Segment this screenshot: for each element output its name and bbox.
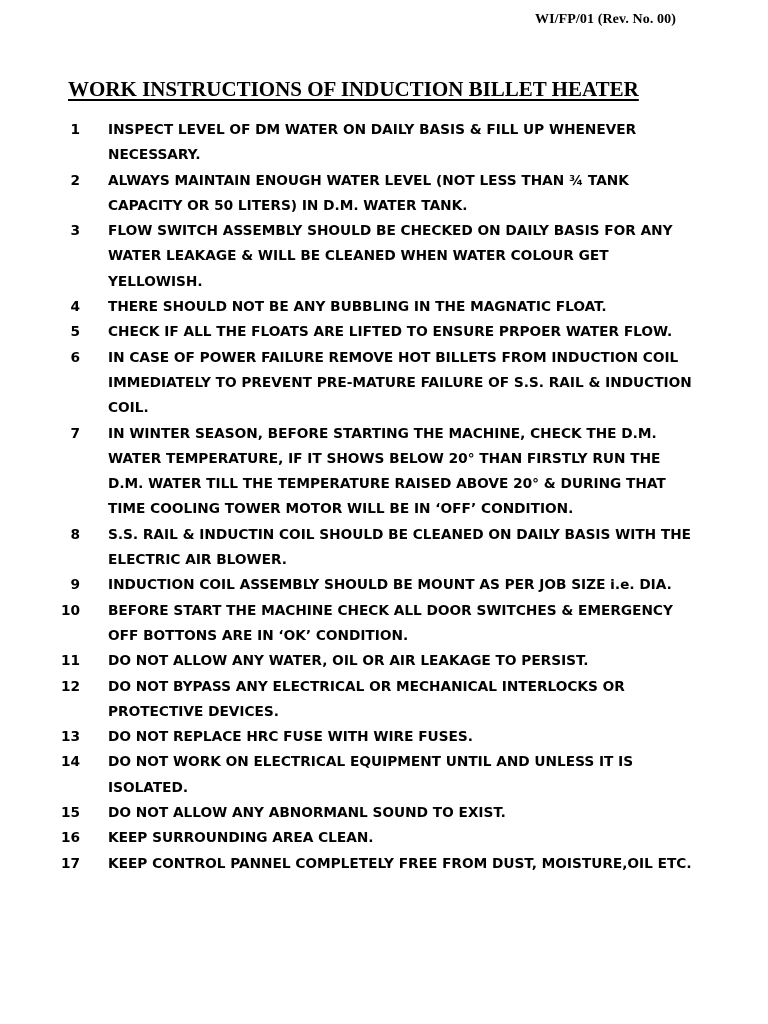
list-item — [0, 295, 768, 320]
item-text: DO NOT ALLOW ANY WATER, OIL OR AIR LEAKAGE TO PERSIST. — [108, 653, 589, 670]
item-text: DO NOT WORK ON ELECTRICAL EQUIPMENT UNTIL AND UNLESS IT IS ISOLATED. — [108, 754, 634, 796]
list-item — [0, 852, 768, 877]
item-number: 1 — [70, 122, 80, 138]
item-text: DO NOT BYPASS ANY ELECTRICAL OR MECHANICAL INTERLOCKS OR PROTECTIVE DEVICES. — [108, 678, 625, 720]
item-number: 13 — [60, 729, 80, 746]
item-text: FLOW SWITCH ASSEMBLY SHOULD BE CHECKED ON DAILY BASIS FOR ANY WATER LEAKAGE & WILL BE CLEANED WHEN WATER COLOUR GET YELLOWISH. — [108, 223, 673, 290]
item-text: INDUCTION COIL ASSEMBLY SHOULD BE MOUNT AS PER JOB SIZE i.e. DIA. — [108, 577, 672, 594]
item-number: 15 — [60, 805, 80, 822]
item-number: 11 — [60, 653, 80, 670]
item-number: 10 — [60, 602, 80, 619]
instruction-list — [0, 118, 768, 877]
item-number: 3 — [70, 223, 80, 240]
item-text: IN CASE OF POWER FAILURE REMOVE HOT BILLETS FROM INDUCTION COIL IMMEDIATELY TO PREVENT PRE-MATURE FAILURE OF S.S. RAIL & INDUCTION COIL. — [108, 349, 692, 417]
item-text: DO NOT REPLACE HRC FUSE WITH WIRE FUSES. — [108, 729, 473, 746]
list-item — [0, 801, 768, 826]
item-number: 12 — [60, 678, 80, 695]
item-text: IN WINTER SEASON, BEFORE STARTING THE MACHINE, CHECK THE D.M. WATER TEMPERATURE, IF IT SHOWS BELOW 20° THAN FIRSTLY RUN THE D.M. WATER TILL THE TEMPERATURE RAISED ABOVE 20° & DURING THAT TIME COOLING TOWER MOTOR WILL BE IN ‘OFF’ CONDITION. — [108, 425, 666, 518]
list-item — [0, 649, 768, 674]
item-text: BEFORE START THE MACHINE CHECK ALL DOOR SWITCHES & EMERGENCY OFF BOTTONS ARE IN ‘OK’ CONDITION. — [108, 602, 673, 644]
list-item — [0, 750, 768, 801]
item-number: 5 — [70, 324, 80, 341]
item-text: ALWAYS MAINTAIN ENOUGH WATER LEVEL (NOT LESS THAN ¾ TANK CAPACITY OR 50 LITERS) IN D.M. WATER TANK. — [108, 172, 629, 214]
item-text: INSPECT LEVEL OF DM WATER ON DAILY BASIS & FILL UP WHENEVER NECESSARY. — [108, 122, 637, 164]
list-item — [0, 725, 768, 750]
item-number: 2 — [70, 172, 80, 189]
item-number: 9 — [70, 577, 80, 594]
item-number: 7 — [70, 425, 80, 442]
list-item — [0, 573, 768, 598]
item-text: THERE SHOULD NOT BE ANY BUBBLING IN THE MAGNATIC FLOAT. — [108, 299, 607, 316]
list-item — [0, 346, 768, 422]
item-number: 4 — [70, 299, 80, 316]
list-item — [0, 523, 768, 574]
item-text: CHECK IF ALL THE FLOATS ARE LIFTED TO ENSURE PRPOER WATER FLOW. — [108, 324, 673, 341]
list-item — [0, 219, 768, 295]
page-title: WORK INSTRUCTIONS OF INDUCTION BILLET HEATER — [68, 77, 639, 101]
item-number: 17 — [60, 855, 80, 872]
item-number: 8 — [70, 526, 80, 543]
list-item — [0, 320, 768, 345]
item-text: DO NOT ALLOW ANY ABNORMANL SOUND TO EXIST. — [108, 805, 506, 822]
list-item — [0, 675, 768, 726]
list-item — [0, 118, 768, 169]
item-number: 6 — [70, 349, 80, 366]
item-number: 14 — [60, 754, 80, 771]
list-item — [0, 599, 768, 650]
item-text: KEEP SURROUNDING AREA CLEAN. — [108, 830, 374, 847]
item-number: 16 — [60, 830, 80, 847]
item-text: KEEP CONTROL PANNEL COMPLETELY FREE FROM DUST, MOISTURE,OIL ETC. — [108, 855, 692, 872]
item-text: S.S. RAIL & INDUCTIN COIL SHOULD BE CLEANED ON DAILY BASIS WITH THE ELECTRIC AIR BLOWER. — [108, 526, 692, 569]
list-item — [0, 826, 768, 851]
list-item — [0, 169, 768, 220]
document-reference: WI/FP/01 (Rev. No. 00) — [534, 12, 676, 27]
list-item — [0, 422, 768, 523]
